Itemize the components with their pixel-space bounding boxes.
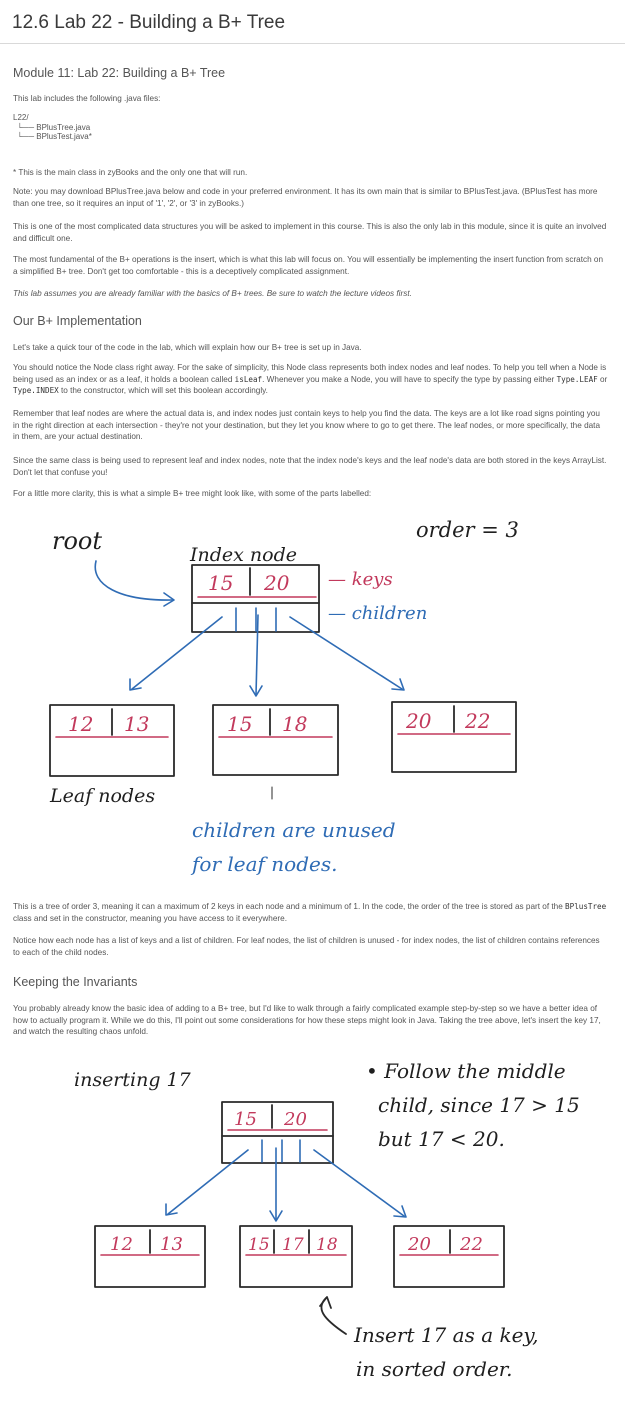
leaf-key: 15 (248, 1235, 270, 1255)
index-key: 15 (208, 571, 234, 595)
leaf-key: 22 (465, 709, 491, 733)
impl-heading: Our B+ Implementation (13, 314, 142, 328)
text-run: . Whenever you make a Node, you will have to specify the type by passing either (262, 374, 557, 384)
invariants-heading: Keeping the Invariants (13, 975, 138, 989)
leaf-node (392, 702, 516, 772)
file-tree-item: └── BPlusTest.java* (17, 132, 92, 141)
insert-arrow (321, 1298, 346, 1334)
children-list-text: Notice how each node has a list of keys and a list of children. For leaf nodes, the list of children is unused - for index nodes, the list of children contains references to each of the child nodes. (13, 936, 600, 957)
root-arrow (95, 561, 172, 600)
index-key: 20 (284, 1109, 307, 1130)
leaf-nodes-text: Remember that leaf nodes are where the actual data is, and index nodes just contain keys to help you find the data. The keys are a lot like road signs pointing you in the right direction at each intersection - they're not your destination, but they let you know where to go to get there. The leaf nodes, or more specifically, the data in them, are your actual destination. (13, 409, 601, 441)
follow-note-line2: child, since 17 > 15 (378, 1093, 580, 1117)
text-run: or (597, 374, 608, 384)
leaf-key: 12 (110, 1234, 133, 1255)
same-class-text: Since the same class is being used to represent leaf and index nodes, note that the index node's keys and the leaf node's data are both stored in the keys ArrayList. Don't let that confuse you! (13, 456, 607, 477)
follow-note-line1: • Follow the middle (366, 1059, 566, 1083)
inserting-label: inserting 17 (74, 1069, 191, 1091)
code-type-index: Type.INDEX (13, 386, 59, 395)
order-label: order = 3 (416, 518, 519, 542)
download-note: Note: you may download BPlusTree.java below and code in your preferred environment. It has its own main that is similar to BPlusTest.java. (BPlusTest has more than one tree, so it requires an input of '1', '2', or '3' in zyBooks.) (13, 187, 598, 208)
keys-annotation: — keys (328, 569, 393, 590)
index-node (192, 565, 319, 632)
index-key: 15 (234, 1109, 257, 1130)
text-run: You should notice the Node class right away. For the sake of simplicity, this Node class represents both index nodes and leaf nodes. To help you tell when a Node is being used as an index or as a leaf, it holds a boolean called (13, 363, 607, 384)
leaf-key: 13 (124, 712, 150, 736)
code-isleaf: isLeaf (234, 374, 263, 384)
leaf-key: 20 (408, 1234, 431, 1255)
leaf-node (50, 705, 174, 776)
clarity-text: For a little more clarity, this is what a simple B+ tree might look like, with some of the parts labelled: (13, 489, 372, 498)
insert-diagram (0, 1050, 625, 1390)
unused-note-line2: for leaf nodes. (192, 852, 338, 876)
leaf-key: 22 (460, 1234, 483, 1255)
invariants-text: You probably already know the basic idea of adding to a B+ tree, but I'd like to walk through a fairly complicated example step-by-step so we have a better idea of how to actually program it. While we do this, I'll point out some considerations for how these steps might look in Java. Taking the tree above, let's insert the key 17, and watch the resulting chaos unfold. (13, 1004, 601, 1036)
leaf-node (213, 705, 338, 775)
file-tree-item: └── BPlusTree.java (17, 122, 91, 132)
complexity-text: This is one of the most complicated data structures you will be asked to implement in this course. This is also the only lab in this module, since it is quite an involved and difficult one. (13, 222, 607, 243)
index-key: 20 (264, 571, 290, 595)
order-text (13, 901, 608, 924)
leaf-key: 13 (160, 1234, 183, 1255)
right-child-arrow (314, 1150, 404, 1216)
insert-note-line2: in sorted order. (356, 1357, 513, 1381)
leaf-key: 18 (282, 712, 308, 736)
children-annotation: — children (328, 603, 428, 624)
file-tree (13, 113, 92, 142)
leaf-nodes-label: Leaf nodes (50, 785, 156, 807)
index-node-label: Index node (190, 544, 297, 566)
leaf-key: 20 (406, 709, 432, 733)
file-tree-root: L22/ (13, 113, 29, 122)
page-title: 12.6 Lab 22 - Building a B+ Tree (12, 12, 286, 33)
leaf-node (95, 1226, 205, 1287)
title-divider (0, 43, 625, 44)
insert-focus-text: The most fundamental of the B+ operations is the insert, which is what this lab will focus on. You will essentially be implementing the insert function from scratch on a simplified B+ tree. Don't get too comfortable - this is a deceptively complicated assignment. (13, 255, 604, 276)
code-type-leaf: Type.LEAF (556, 374, 598, 384)
node-class-text (13, 362, 608, 397)
leaf-node (394, 1226, 504, 1287)
follow-note-line3: but 17 < 20. (378, 1127, 505, 1151)
text-run: to the constructor, which will set this boolean accordingly. (58, 386, 268, 395)
leaf-key: 12 (68, 712, 94, 736)
insert-note-line1: Insert 17 as a key, (354, 1323, 539, 1347)
tour-text: Let's take a quick tour of the code in the lab, which will explain how our B+ tree is set up in Java. (13, 343, 362, 352)
leaf-key: 18 (316, 1235, 338, 1255)
right-child-arrow (290, 617, 402, 689)
leaf-key: 17 (282, 1235, 304, 1255)
index-node (222, 1102, 333, 1163)
bplus-tree-diagram (0, 505, 625, 890)
root-label: root (52, 527, 103, 555)
module-heading: Module 11: Lab 22: Building a B+ Tree (13, 66, 226, 80)
leaf-key: 15 (227, 712, 253, 736)
leaf-node (240, 1226, 352, 1287)
unused-note-line1: children are unused (192, 818, 396, 842)
left-child-arrow (168, 1150, 248, 1214)
text-run: class and set in the constructor, meaning you have access to it everywhere. (13, 913, 287, 923)
assumption-text: This lab assumes you are already familiar with the basics of B+ trees. Be sure to watch the lecture videos first. (13, 289, 412, 298)
main-class-note: * This is the main class in zyBooks and the only one that will run. (13, 168, 248, 177)
code-bplustree: BPlusTree (565, 902, 607, 911)
left-child-arrow (132, 617, 222, 689)
text-run: This is a tree of order 3, meaning it can a maximum of 2 keys in each node and a minimum of 1. In the code, the order of the tree is stored as part of the (13, 902, 566, 911)
intro-text: This lab includes the following .java files: (13, 94, 161, 103)
